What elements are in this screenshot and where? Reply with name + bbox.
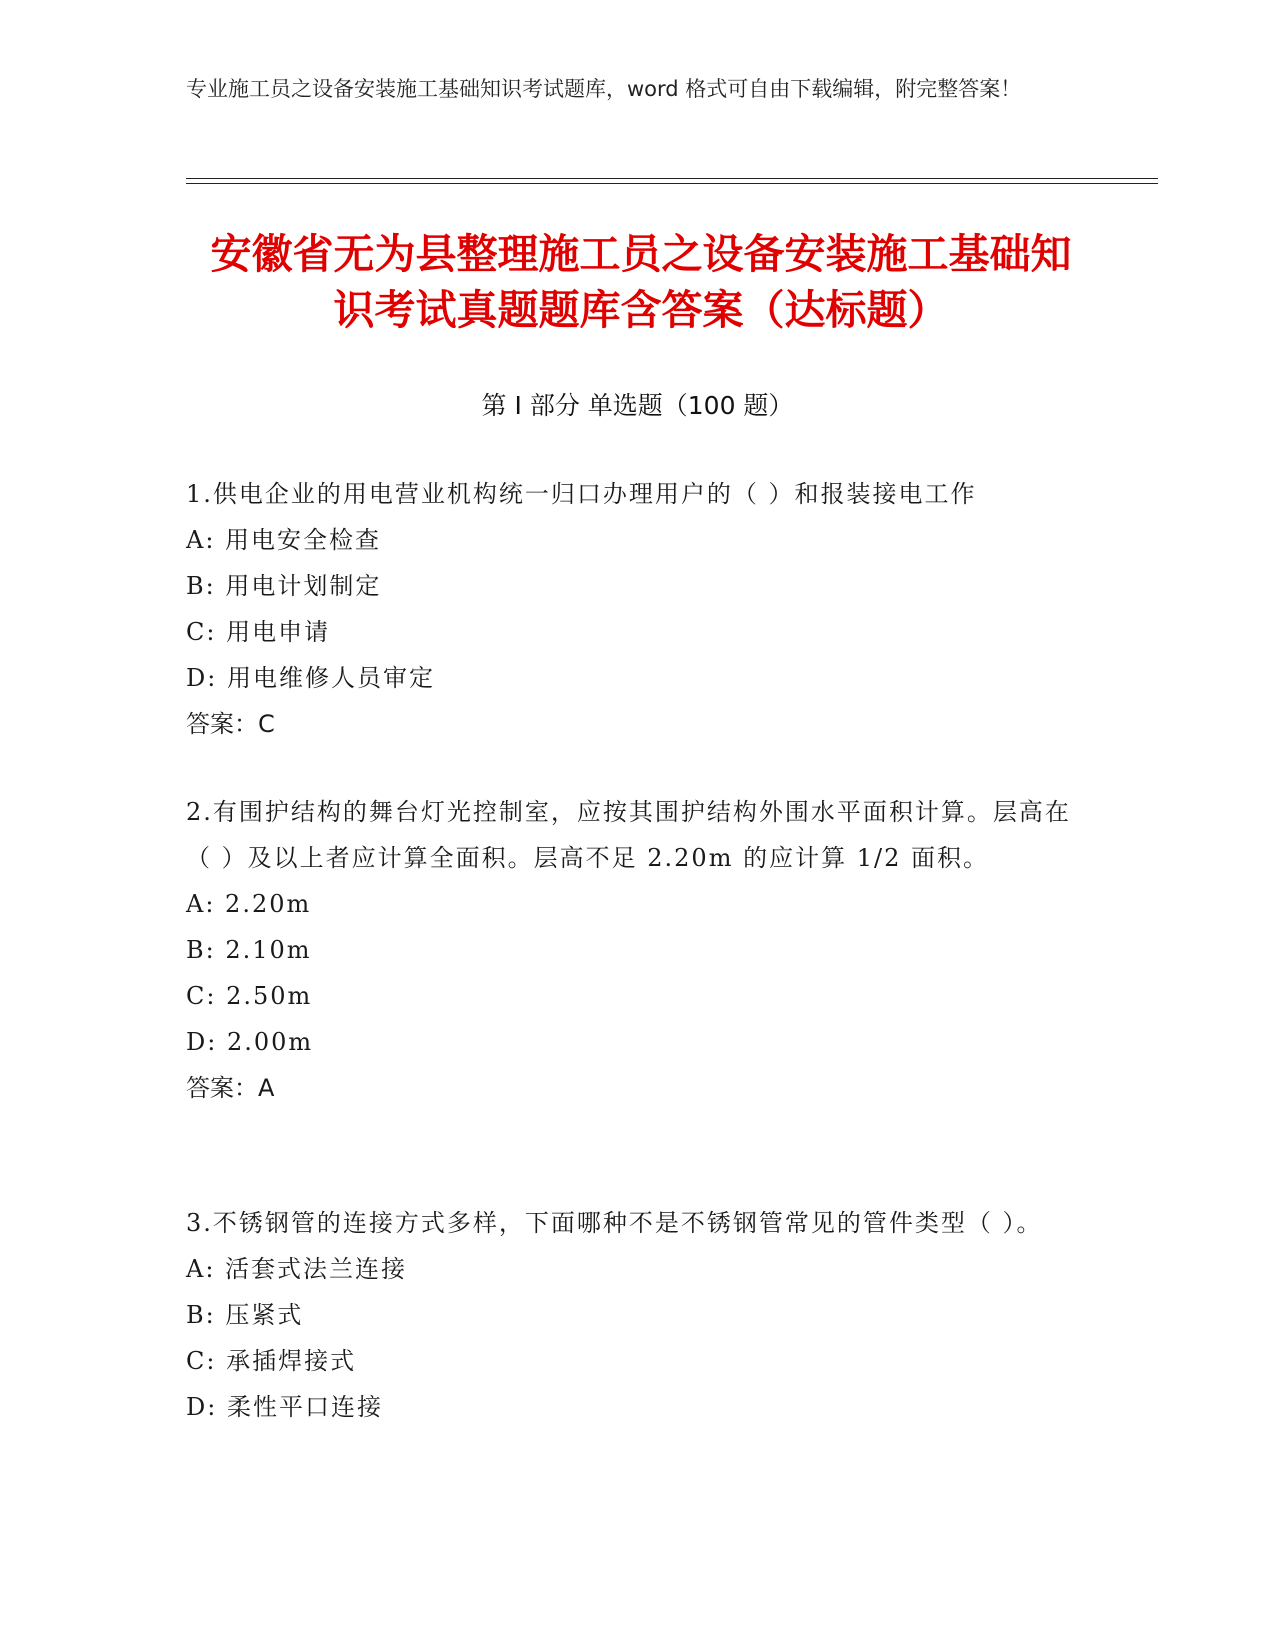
option-d: D: 用电维修人员审定 <box>186 664 435 692</box>
option-c: C: 承插焊接式 <box>186 1347 357 1375</box>
option-d: D: 柔性平口连接 <box>186 1393 383 1421</box>
answer: 答案：C <box>186 710 275 738</box>
option-c: C: 用电申请 <box>186 618 331 646</box>
option-b: B: 用电计划制定 <box>186 572 382 600</box>
option-b: B: 2.10m <box>186 936 312 964</box>
header-divider-top <box>186 178 1158 179</box>
question-2 <box>186 789 1086 1111</box>
question-3 <box>186 1200 1086 1430</box>
document-title: 安徽省无为县整理施工员之设备安装施工基础知识考试真题题库含答案（达标题） <box>210 230 1072 334</box>
question-stem: 2.有围护结构的舞台灯光控制室，应按其围护结构外围水平面积计算。层高在（ ）及以上者应计算全面积。层高不足 2.20m 的应计算 1/2 面积。 <box>186 798 1071 872</box>
question-stem: 1.供电企业的用电营业机构统一归口办理用户的（ ）和报装接电工作 <box>186 480 977 508</box>
question-1 <box>186 471 1086 747</box>
question-stem: 3.不锈钢管的连接方式多样，下面哪种不是不锈钢管常见的管件类型（ ）。 <box>186 1209 1043 1237</box>
section-title: 第 I 部分 单选题（100 题） <box>481 391 794 420</box>
header-note: 专业施工员之设备安装施工基础知识考试题库，word 格式可自由下载编辑，附完整答案！ <box>186 77 1022 101</box>
option-d: D: 2.00m <box>186 1028 314 1056</box>
option-a: A: 2.20m <box>186 890 312 918</box>
option-a: A: 活套式法兰连接 <box>186 1255 408 1283</box>
option-b: B: 压紧式 <box>186 1301 304 1329</box>
header-divider-bottom <box>186 183 1158 184</box>
option-c: C: 2.50m <box>186 982 313 1010</box>
option-a: A: 用电安全检查 <box>186 526 382 554</box>
answer: 答案：A <box>186 1074 275 1102</box>
